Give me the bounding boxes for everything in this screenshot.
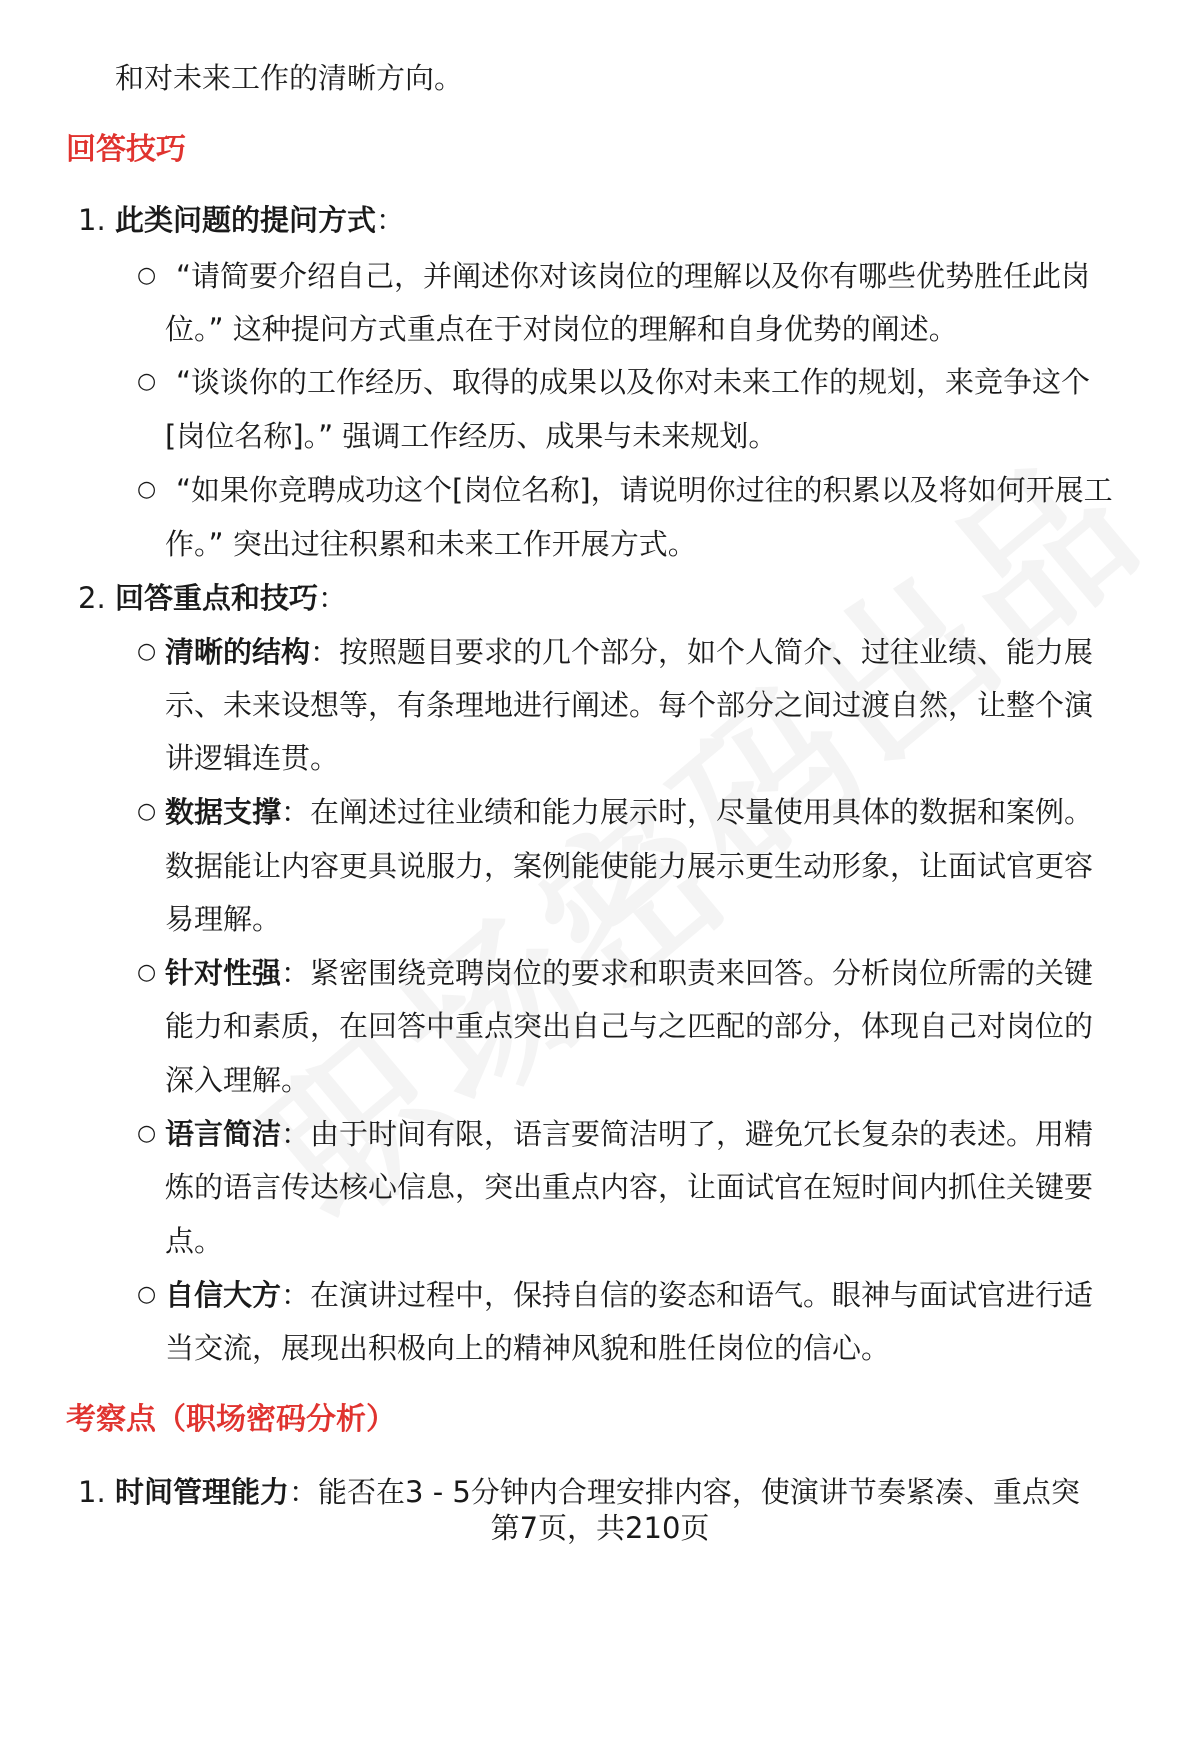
bullet-line: “请简要介绍自己，并阐述你对该岗位的理解以及你有哪些优势胜任此岗 — [176, 259, 1091, 293]
section-heading-assessment: 考察点（职场密码分析） — [66, 1402, 396, 1437]
bullet-term: 自信大方 — [165, 1278, 282, 1312]
bullet-line — [165, 632, 1093, 672]
list-item-colon: ： — [376, 203, 406, 237]
bullet-text: 在阐述过往业绩和能力展示时，尽量使用具体的数据和案例。 — [310, 795, 1094, 829]
circle-bullet-icon: ○ — [137, 960, 157, 985]
bullet-term: 数据支撑 — [165, 795, 282, 829]
list-number: 1. — [78, 1475, 106, 1509]
list-item-colon: ： — [289, 1475, 319, 1509]
bullet-sep: ： — [310, 635, 340, 669]
bullet-text: 在演讲过程中，保持自信的姿态和语气。眼神与面试官进行适 — [310, 1278, 1094, 1312]
bullet-line: 数据能让内容更具说服力，案例能使能力展示更生动形象，让面试官更容 — [165, 849, 1094, 883]
bullet-sep: ： — [281, 1278, 311, 1312]
list-item-colon: ： — [318, 581, 348, 615]
circle-bullet-icon: ○ — [137, 477, 157, 502]
list-number: 1. — [78, 203, 106, 237]
bullet-line — [165, 953, 1093, 993]
list-item-label: 时间管理能力 — [115, 1475, 290, 1509]
circle-bullet-icon: ○ — [137, 799, 157, 824]
bullet-line: 示、未来设想等，有条理地进行阐述。每个部分之间过渡自然，让整个演 — [165, 688, 1094, 722]
bullet-line — [165, 1275, 1093, 1315]
list-item-label: 此类问题的提问方式 — [115, 203, 377, 237]
bullet-line: 当交流，展现出积极向上的精神风貌和胜任岗位的信心。 — [165, 1331, 891, 1365]
bullet-term: 针对性强 — [165, 956, 282, 990]
bullet-line: “谈谈你的工作经历、取得的成果以及你对未来工作的规划，来竞争这个 — [176, 365, 1091, 399]
bullet-sep: ： — [281, 1117, 311, 1151]
bullet-line: 能力和素质，在回答中重点突出自己与之匹配的部分，体现自己对岗位的 — [165, 1009, 1094, 1043]
circle-bullet-icon: ○ — [137, 369, 157, 394]
list-item-text: 能否在3 - 5分钟内合理安排内容，使演讲节奏紧凑、重点突 — [318, 1475, 1080, 1509]
bullet-line: 深入理解。 — [165, 1063, 311, 1097]
bullet-sep: ： — [281, 956, 311, 990]
bullet-text: 按照题目要求的几个部分，如个人简介、过往业绩、能力展 — [339, 635, 1094, 669]
intro-line: 和对未来工作的清晰方向。 — [115, 61, 464, 95]
list-item-title — [115, 1472, 1080, 1512]
circle-bullet-icon: ○ — [137, 1282, 157, 1307]
circle-bullet-icon: ○ — [137, 639, 157, 664]
bullet-line: 讲逻辑连贯。 — [165, 741, 340, 775]
list-item-label: 回答重点和技巧 — [115, 581, 319, 615]
circle-bullet-icon: ○ — [137, 263, 157, 288]
page-number-footer: 第7页，共210页 — [490, 1511, 710, 1545]
bullet-term: 清晰的结构 — [165, 635, 311, 669]
bullet-line: [岗位名称]。” 强调工作经历、成果与未来规划。 — [165, 419, 778, 453]
section-heading-answer-tips: 回答技巧 — [66, 132, 186, 167]
bullet-line: 易理解。 — [165, 902, 282, 936]
list-number: 2. — [78, 581, 106, 615]
bullet-text: 紧密围绕竞聘岗位的要求和职责来回答。分析岗位所需的关键 — [310, 956, 1094, 990]
bullet-text: 由于时间有限，语言要简洁明了，避免冗长复杂的表述。用精 — [310, 1117, 1094, 1151]
circle-bullet-icon: ○ — [137, 1121, 157, 1146]
bullet-line: 位。” 这种提问方式重点在于对岗位的理解和自身优势的阐述。 — [165, 312, 958, 346]
bullet-line — [165, 792, 1093, 832]
bullet-line: “如果你竞聘成功这个[岗位名称]，请说明你过往的积累以及将如何开展工 — [176, 473, 1113, 507]
bullet-term: 语言简洁 — [165, 1117, 282, 1151]
list-item-title — [115, 200, 405, 240]
bullet-line: 作。” 突出过往积累和未来工作开展方式。 — [165, 527, 697, 561]
list-item-title — [115, 578, 347, 618]
bullet-sep: ： — [281, 795, 311, 829]
bullet-line: 点。 — [165, 1224, 224, 1258]
bullet-line: 炼的语言传达核心信息，突出重点内容，让面试官在短时间内抓住关键要 — [165, 1170, 1094, 1204]
bullet-line — [165, 1114, 1093, 1154]
